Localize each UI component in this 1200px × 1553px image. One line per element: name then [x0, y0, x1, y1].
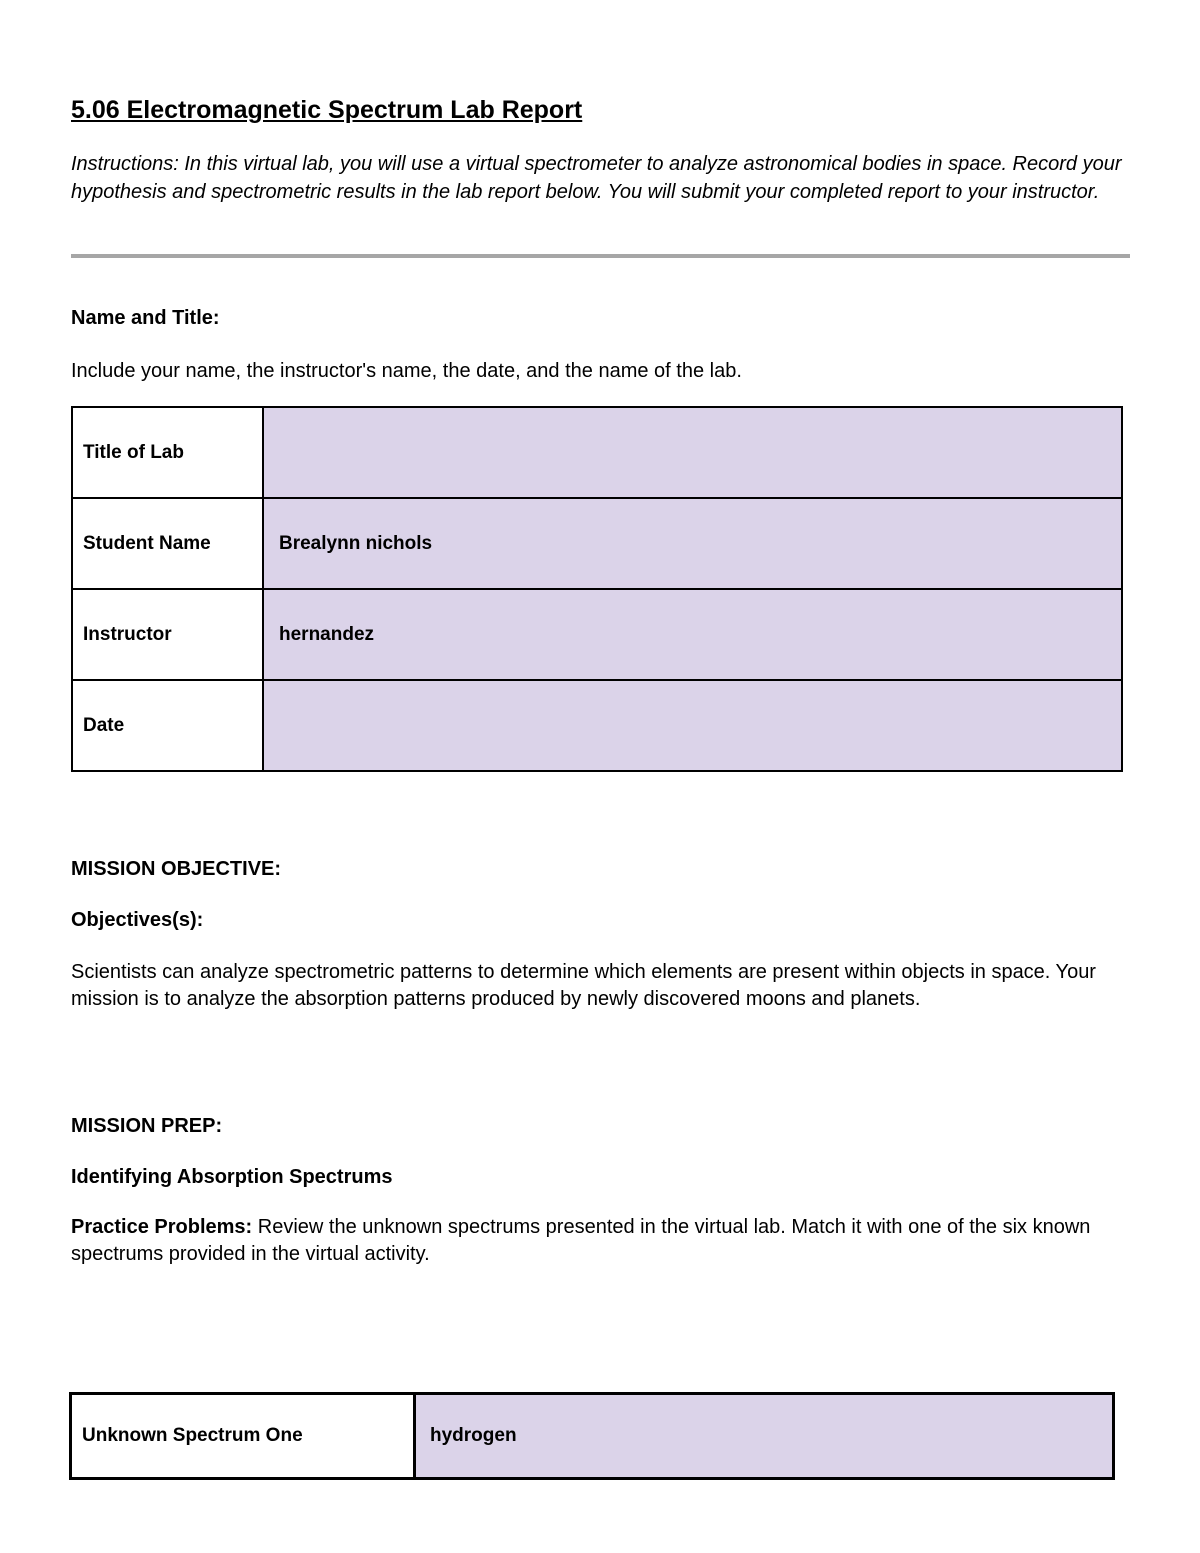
unknown-spectrum-one-label: Unknown Spectrum One	[71, 1394, 415, 1479]
mission-objective-heading: MISSION OBJECTIVE:	[71, 858, 282, 880]
practice-problems-text: Review the unknown spectrums presented in the virtual lab. Match it with one of the six known spectrums provided in the virtual activity.	[71, 1216, 1091, 1265]
mission-prep-heading: MISSION PREP:	[71, 1115, 223, 1137]
table-row	[72, 589, 1122, 680]
horizontal-divider	[71, 254, 1130, 258]
lab-info-table	[71, 406, 1123, 772]
table-row	[71, 1394, 1114, 1479]
practice-problems-label: Practice Problems:	[71, 1216, 253, 1238]
practice-problems-paragraph	[71, 1214, 1131, 1268]
objectives-text: Scientists can analyze spectrometric patterns to determine which elements are present within objects in space. Your mission is to analyze the absorption patterns produced by newly discovered moons and planets.	[71, 961, 1096, 1010]
spectrum-table	[69, 1392, 1115, 1480]
title-of-lab-label: Title of Lab	[72, 407, 263, 498]
table-row	[72, 680, 1122, 771]
name-title-description: Include your name, the instructor's name, the date, and the name of the lab.	[71, 360, 742, 382]
student-name-label: Student Name	[72, 498, 263, 589]
document-title: 5.06 Electromagnetic Spectrum Lab Report	[71, 96, 583, 124]
unknown-spectrum-one-field[interactable]: hydrogen	[415, 1394, 1114, 1479]
date-label: Date	[72, 680, 263, 771]
instructions-text: Instructions: In this virtual lab, you will use a virtual spectrometer to analyze astronomical bodies in space. Record your hypothesis and spectrometric results in the lab report below. You will submit your completed report to your instructor.	[71, 153, 1122, 203]
instructor-field[interactable]: hernandez	[263, 589, 1122, 680]
table-row	[72, 498, 1122, 589]
objectives-subheading: Objectives(s):	[71, 909, 204, 931]
title-of-lab-field[interactable]	[263, 407, 1122, 498]
student-name-field[interactable]: Brealynn nichols	[263, 498, 1122, 589]
identifying-spectrums-subheading: Identifying Absorption Spectrums	[71, 1166, 393, 1188]
name-title-heading: Name and Title:	[71, 307, 220, 329]
instructor-label: Instructor	[72, 589, 263, 680]
date-field[interactable]	[263, 680, 1122, 771]
table-row	[72, 407, 1122, 498]
